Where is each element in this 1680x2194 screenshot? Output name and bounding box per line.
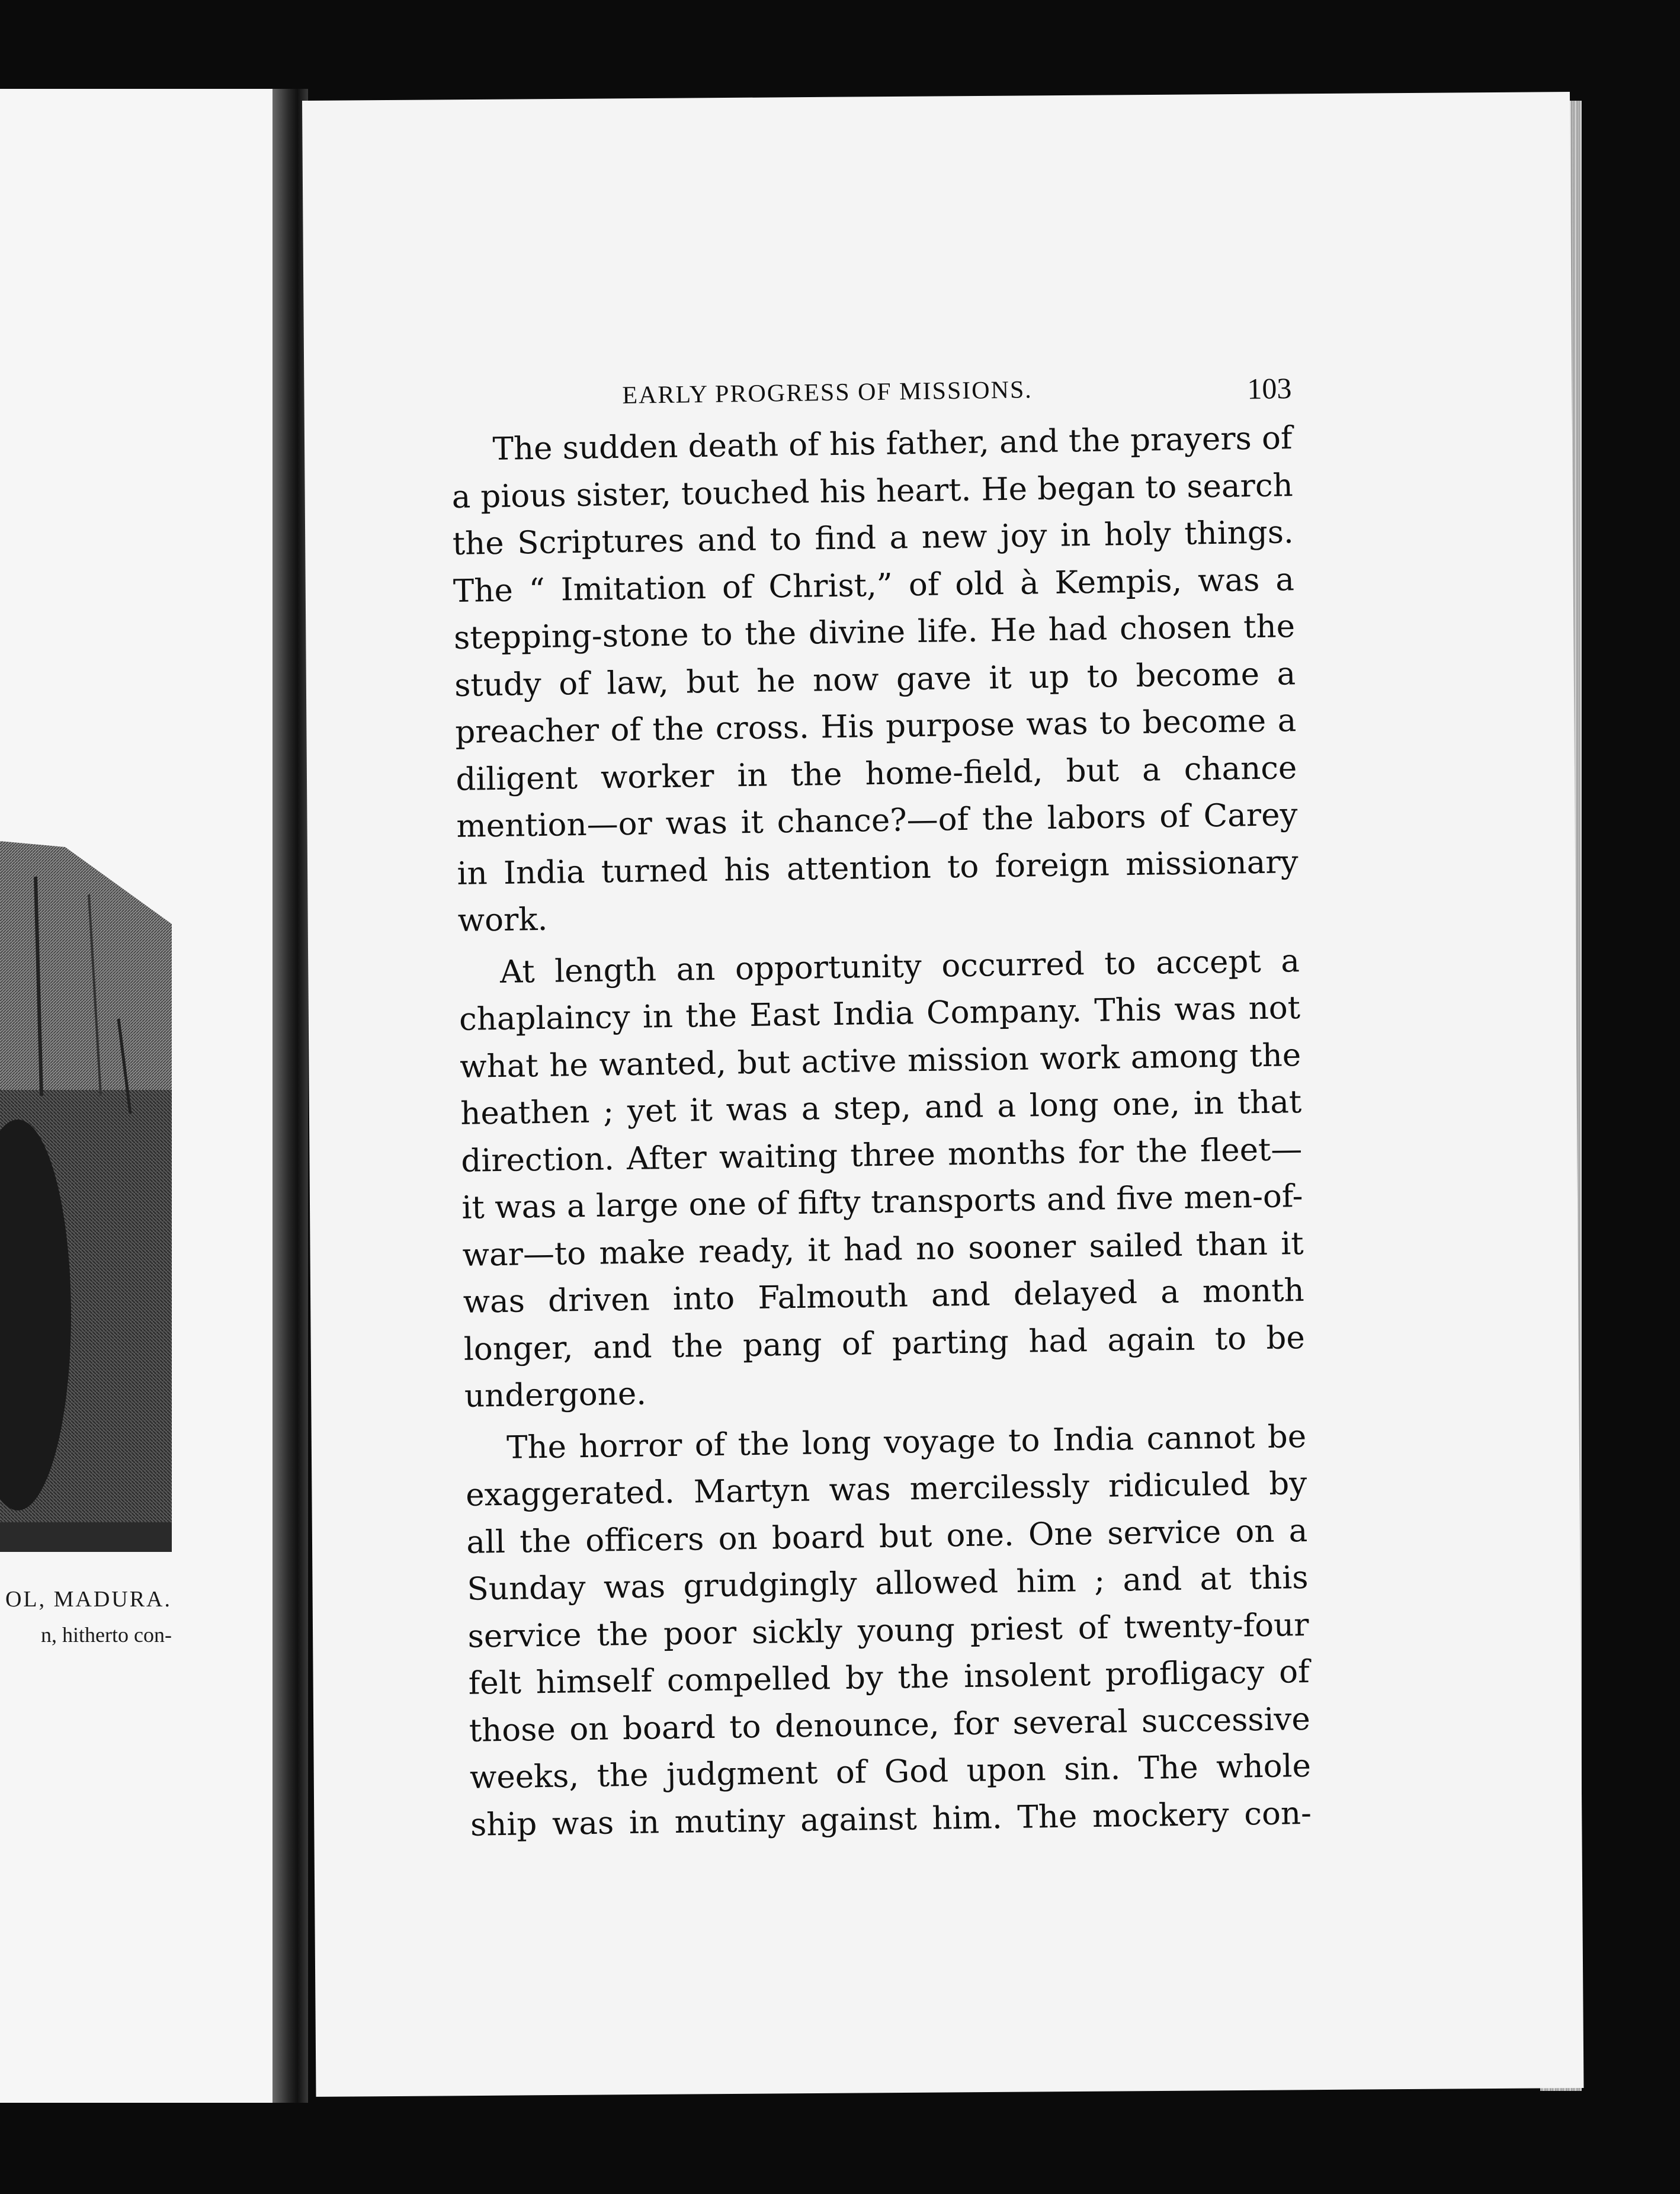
caption-title: OL, MADURA. bbox=[5, 1587, 172, 1612]
paragraph-2: At length an opportunity occurred to accept a chaplaincy in the East India Company. This was not what he wanted, but active mission work among the heathen ; yet it was a step, and a long one, in that direction. After waiting three months for the fleet—it was a large one of fifty transports and five men-of-war—to make ready, it had no sooner sailed than it was driven into Falmouth and delayed a month longer, and the pang of parting had again to be undergone. bbox=[459, 942, 1306, 1414]
caption-text: n, hitherto con- bbox=[41, 1623, 172, 1647]
page-text-block bbox=[450, 367, 1312, 1849]
illustration-caption bbox=[0, 1582, 249, 1653]
left-page bbox=[0, 89, 272, 2103]
book-gutter bbox=[272, 89, 308, 2103]
running-head: EARLY PROGRESS OF MISSIONS. bbox=[622, 376, 1033, 409]
paragraph-1: The sudden death of his father, and the prayers of a pious sister, touched his heart. He began to search the Scriptures and to find a new joy in holy things. The “ Imitation of Christ,” of old à Kempis, was a stepping-stone to the divine life. He had chosen the study of law, but he now gave it up to become a preacher of the cross. His purpose was to become a diligent worker in the home-field, but a chance mention—or was it chance?—of the labors of Carey in India turned his attention to foreign missionary work. bbox=[451, 420, 1299, 939]
engraving-image bbox=[0, 841, 172, 1552]
page-number: 103 bbox=[1246, 371, 1292, 406]
engraving-illustration bbox=[0, 841, 172, 1552]
paragraph-3: The horror of the long voyage to India cannot be exaggerated. Martyn was mercilessly ridiculed by all the officers on board but one. One service on a Sunday was grudgingly allowed him ; and at this service the poor sickly young priest of twenty-four felt himself compelled by the insolent profligacy of those on board to denounce, for several successive weeks, the judgment of God upon sin. The whole ship was in mutiny against him. The mockery con- bbox=[465, 1418, 1312, 1843]
